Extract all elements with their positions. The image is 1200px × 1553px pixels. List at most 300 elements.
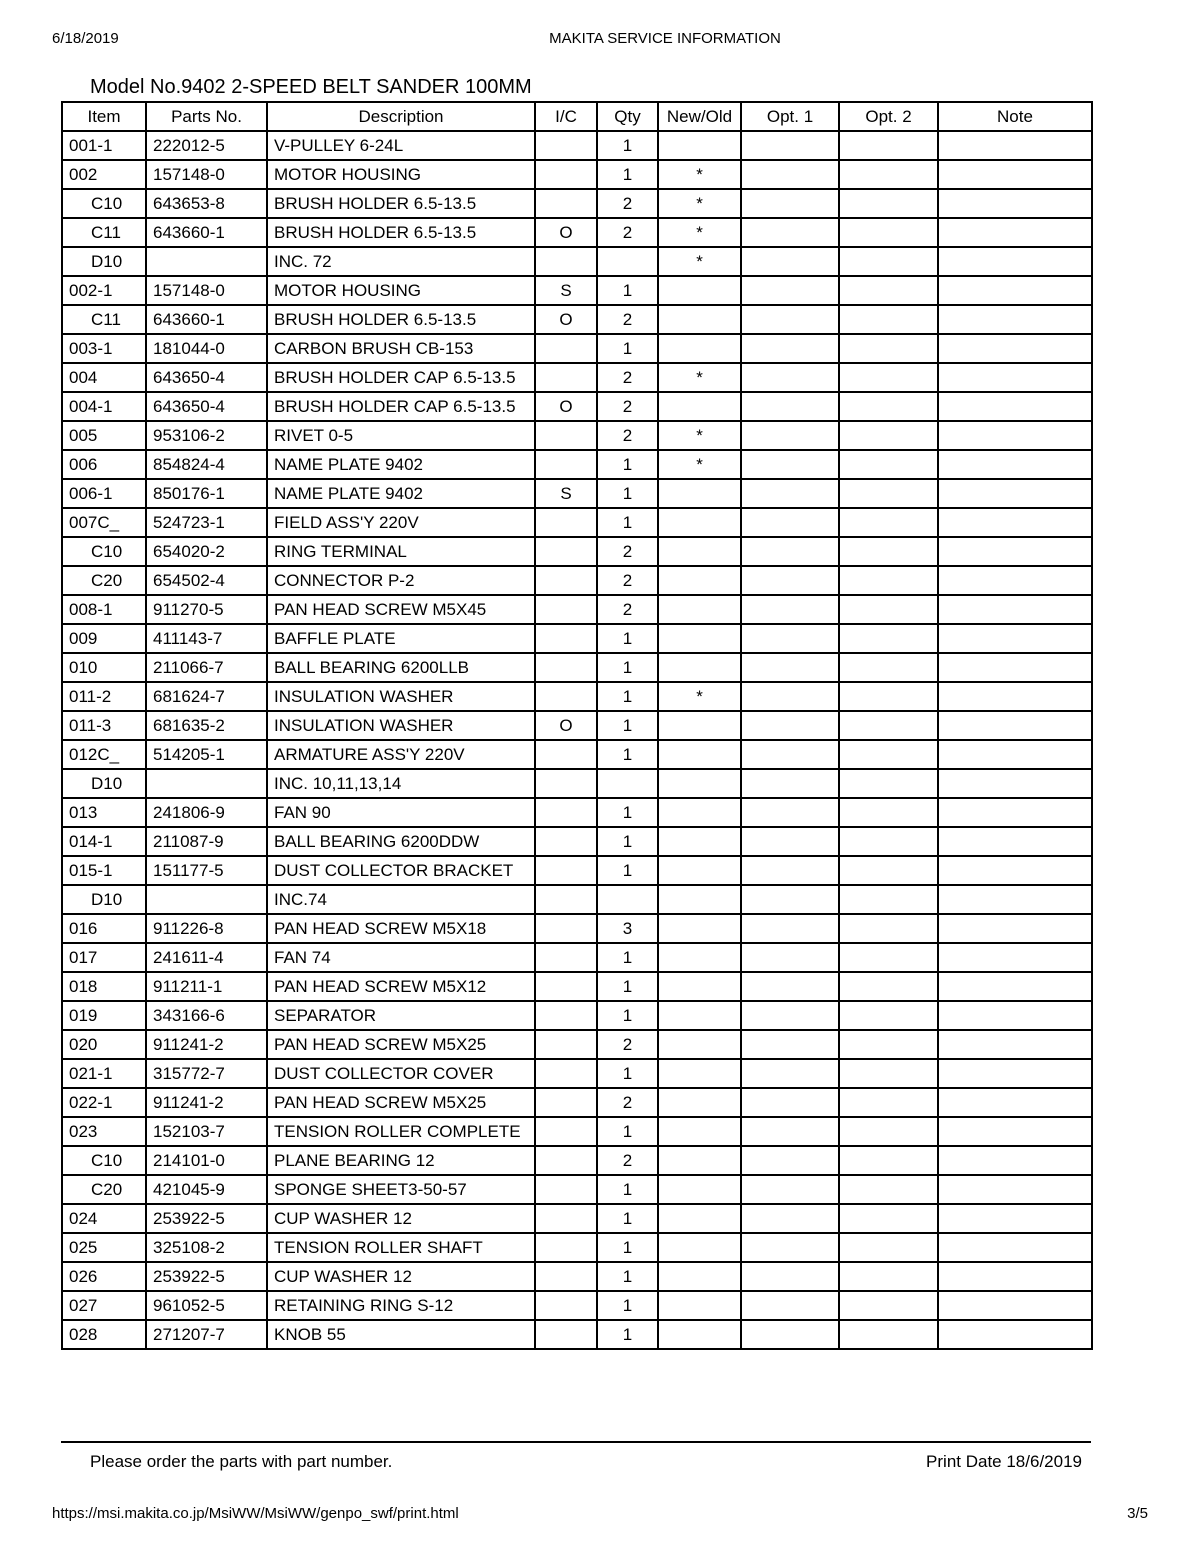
- cell-opt2: [839, 740, 938, 769]
- cell-new-old: [658, 653, 741, 682]
- cell-description: RETAINING RING S-12: [267, 1291, 535, 1320]
- cell-opt2: [839, 1001, 938, 1030]
- cell-qty: 2: [597, 189, 658, 218]
- cell-item: 006-1: [62, 479, 146, 508]
- cell-description: FAN 90: [267, 798, 535, 827]
- column-header-opt2: Opt. 2: [839, 102, 938, 131]
- table-row: [62, 392, 1092, 421]
- cell-item: 027: [62, 1291, 146, 1320]
- cell-note: [938, 131, 1092, 160]
- table-row: [62, 1175, 1092, 1204]
- cell-new-old: [658, 972, 741, 1001]
- cell-note: [938, 856, 1092, 885]
- table-row: [62, 1030, 1092, 1059]
- cell-item: C20: [62, 566, 146, 595]
- cell-opt2: [839, 1146, 938, 1175]
- table-row: [62, 769, 1092, 798]
- cell-opt1: [741, 1117, 839, 1146]
- cell-new-old: [658, 479, 741, 508]
- cell-new-old: [658, 1320, 741, 1349]
- cell-item: D10: [62, 247, 146, 276]
- cell-description: BRUSH HOLDER 6.5-13.5: [267, 218, 535, 247]
- cell-qty: 1: [597, 624, 658, 653]
- page-url: https://msi.makita.co.jp/MsiWW/MsiWW/genpo_swf/print.html: [52, 1505, 459, 1522]
- cell-description: TENSION ROLLER SHAFT: [267, 1233, 535, 1262]
- cell-opt2: [839, 711, 938, 740]
- cell-description: PAN HEAD SCREW M5X18: [267, 914, 535, 943]
- cell-opt1: [741, 392, 839, 421]
- table-row: [62, 508, 1092, 537]
- column-header-ic: I/C: [535, 102, 597, 131]
- cell-description: PLANE BEARING 12: [267, 1146, 535, 1175]
- cell-description: ARMATURE ASS'Y 220V: [267, 740, 535, 769]
- table-row: [62, 885, 1092, 914]
- cell-opt1: [741, 1001, 839, 1030]
- cell-opt1: [741, 711, 839, 740]
- cell-qty: [597, 885, 658, 914]
- cell-opt1: [741, 276, 839, 305]
- cell-qty: 1: [597, 479, 658, 508]
- table-row: [62, 624, 1092, 653]
- cell-item: 026: [62, 1262, 146, 1291]
- table-row: [62, 1291, 1092, 1320]
- cell-qty: 1: [597, 1320, 658, 1349]
- cell-item: 019: [62, 1001, 146, 1030]
- cell-description: PAN HEAD SCREW M5X45: [267, 595, 535, 624]
- cell-opt2: [839, 943, 938, 972]
- model-title: Model No.9402 2-SPEED BELT SANDER 100MM: [90, 76, 532, 98]
- cell-part-number: 222012-5: [146, 131, 267, 160]
- cell-new-old: *: [658, 450, 741, 479]
- cell-ic: [535, 334, 597, 363]
- cell-description: KNOB 55: [267, 1320, 535, 1349]
- cell-ic: [535, 1030, 597, 1059]
- cell-qty: 1: [597, 450, 658, 479]
- cell-qty: 1: [597, 1117, 658, 1146]
- cell-opt1: [741, 479, 839, 508]
- cell-new-old: *: [658, 682, 741, 711]
- cell-opt1: [741, 798, 839, 827]
- cell-description: BALL BEARING 6200DDW: [267, 827, 535, 856]
- print-date-header: 6/18/2019: [52, 30, 119, 47]
- cell-item: 011-2: [62, 682, 146, 711]
- cell-opt1: [741, 653, 839, 682]
- cell-opt2: [839, 1117, 938, 1146]
- cell-opt2: [839, 914, 938, 943]
- cell-note: [938, 1117, 1092, 1146]
- cell-opt1: [741, 1146, 839, 1175]
- cell-item: 018: [62, 972, 146, 1001]
- cell-ic: O: [535, 392, 597, 421]
- cell-new-old: [658, 740, 741, 769]
- cell-part-number: 151177-5: [146, 856, 267, 885]
- cell-qty: [597, 247, 658, 276]
- footer-divider: [61, 1441, 1091, 1443]
- cell-qty: 1: [597, 1204, 658, 1233]
- cell-ic: [535, 682, 597, 711]
- cell-qty: 1: [597, 1001, 658, 1030]
- cell-part-number: 253922-5: [146, 1262, 267, 1291]
- cell-part-number: 514205-1: [146, 740, 267, 769]
- cell-new-old: [658, 566, 741, 595]
- cell-note: [938, 160, 1092, 189]
- cell-part-number: 911241-2: [146, 1030, 267, 1059]
- cell-item: C20: [62, 1175, 146, 1204]
- cell-opt1: [741, 566, 839, 595]
- cell-ic: [535, 160, 597, 189]
- table-row: [62, 1088, 1092, 1117]
- cell-new-old: [658, 537, 741, 566]
- cell-item: 012C_: [62, 740, 146, 769]
- cell-note: [938, 1001, 1092, 1030]
- cell-opt1: [741, 363, 839, 392]
- cell-opt1: [741, 450, 839, 479]
- cell-qty: 1: [597, 1233, 658, 1262]
- cell-note: [938, 334, 1092, 363]
- cell-opt1: [741, 1262, 839, 1291]
- cell-opt1: [741, 131, 839, 160]
- cell-part-number: 271207-7: [146, 1320, 267, 1349]
- cell-opt1: [741, 682, 839, 711]
- cell-ic: S: [535, 276, 597, 305]
- cell-part-number: 654020-2: [146, 537, 267, 566]
- table-row: [62, 972, 1092, 1001]
- cell-part-number: 211066-7: [146, 653, 267, 682]
- cell-qty: 1: [597, 943, 658, 972]
- cell-description: BRUSH HOLDER CAP 6.5-13.5: [267, 392, 535, 421]
- cell-ic: [535, 914, 597, 943]
- cell-opt1: [741, 740, 839, 769]
- cell-description: FIELD ASS'Y 220V: [267, 508, 535, 537]
- table-row: [62, 914, 1092, 943]
- cell-note: [938, 885, 1092, 914]
- cell-qty: 1: [597, 334, 658, 363]
- cell-qty: 2: [597, 392, 658, 421]
- cell-item: 020: [62, 1030, 146, 1059]
- cell-part-number: 315772-7: [146, 1059, 267, 1088]
- cell-note: [938, 711, 1092, 740]
- cell-qty: 1: [597, 856, 658, 885]
- cell-ic: [535, 537, 597, 566]
- cell-ic: [535, 827, 597, 856]
- cell-opt2: [839, 363, 938, 392]
- cell-opt2: [839, 479, 938, 508]
- cell-note: [938, 421, 1092, 450]
- cell-qty: 2: [597, 1146, 658, 1175]
- cell-opt2: [839, 1291, 938, 1320]
- cell-part-number: 643660-1: [146, 218, 267, 247]
- cell-opt1: [741, 1175, 839, 1204]
- cell-description: TENSION ROLLER COMPLETE: [267, 1117, 535, 1146]
- cell-qty: 2: [597, 421, 658, 450]
- cell-part-number: 953106-2: [146, 421, 267, 450]
- cell-part-number: 961052-5: [146, 1291, 267, 1320]
- cell-note: [938, 595, 1092, 624]
- cell-part-number: 241611-4: [146, 943, 267, 972]
- cell-note: [938, 1320, 1092, 1349]
- cell-item: C11: [62, 218, 146, 247]
- cell-ic: [535, 1146, 597, 1175]
- cell-description: INSULATION WASHER: [267, 711, 535, 740]
- cell-new-old: [658, 1059, 741, 1088]
- cell-item: C10: [62, 537, 146, 566]
- cell-ic: [535, 1291, 597, 1320]
- table-row: [62, 1059, 1092, 1088]
- cell-opt2: [839, 247, 938, 276]
- cell-ic: [535, 769, 597, 798]
- cell-ic: [535, 566, 597, 595]
- table-row: [62, 160, 1092, 189]
- cell-new-old: *: [658, 218, 741, 247]
- column-header-item: Item: [62, 102, 146, 131]
- cell-qty: 1: [597, 160, 658, 189]
- cell-new-old: [658, 1233, 741, 1262]
- cell-part-number: 181044-0: [146, 334, 267, 363]
- table-row: [62, 827, 1092, 856]
- cell-description: PAN HEAD SCREW M5X12: [267, 972, 535, 1001]
- table-row: [62, 421, 1092, 450]
- cell-description: BRUSH HOLDER CAP 6.5-13.5: [267, 363, 535, 392]
- cell-new-old: [658, 943, 741, 972]
- cell-new-old: [658, 131, 741, 160]
- parts-table-body: [62, 131, 1092, 1349]
- cell-note: [938, 624, 1092, 653]
- table-row: [62, 595, 1092, 624]
- cell-opt2: [839, 218, 938, 247]
- cell-new-old: [658, 885, 741, 914]
- cell-item: 002: [62, 160, 146, 189]
- cell-description: BRUSH HOLDER 6.5-13.5: [267, 305, 535, 334]
- cell-qty: 1: [597, 682, 658, 711]
- cell-part-number: 911226-8: [146, 914, 267, 943]
- cell-part-number: [146, 769, 267, 798]
- cell-qty: 2: [597, 218, 658, 247]
- cell-qty: 2: [597, 305, 658, 334]
- cell-part-number: 214101-0: [146, 1146, 267, 1175]
- cell-part-number: 211087-9: [146, 827, 267, 856]
- cell-ic: [535, 1175, 597, 1204]
- cell-qty: 1: [597, 1059, 658, 1088]
- cell-part-number: 411143-7: [146, 624, 267, 653]
- cell-item: 013: [62, 798, 146, 827]
- cell-qty: 2: [597, 1088, 658, 1117]
- cell-qty: 1: [597, 653, 658, 682]
- cell-description: PAN HEAD SCREW M5X25: [267, 1088, 535, 1117]
- cell-item: 003-1: [62, 334, 146, 363]
- cell-part-number: 911270-5: [146, 595, 267, 624]
- cell-item: 006: [62, 450, 146, 479]
- order-note: Please order the parts with part number.: [90, 1452, 393, 1471]
- cell-new-old: [658, 1030, 741, 1059]
- cell-ic: [535, 1117, 597, 1146]
- cell-opt2: [839, 682, 938, 711]
- cell-opt1: [741, 189, 839, 218]
- cell-qty: 2: [597, 1030, 658, 1059]
- cell-opt1: [741, 914, 839, 943]
- cell-qty: 1: [597, 972, 658, 1001]
- cell-part-number: 421045-9: [146, 1175, 267, 1204]
- cell-part-number: 643653-8: [146, 189, 267, 218]
- table-row: [62, 363, 1092, 392]
- cell-part-number: 343166-6: [146, 1001, 267, 1030]
- table-row: [62, 943, 1092, 972]
- cell-item: 004: [62, 363, 146, 392]
- table-row: [62, 334, 1092, 363]
- cell-note: [938, 1204, 1092, 1233]
- cell-qty: 2: [597, 566, 658, 595]
- cell-ic: [535, 653, 597, 682]
- cell-description: FAN 74: [267, 943, 535, 972]
- cell-item: 028: [62, 1320, 146, 1349]
- table-row: [62, 479, 1092, 508]
- cell-item: 022-1: [62, 1088, 146, 1117]
- cell-part-number: 157148-0: [146, 276, 267, 305]
- cell-opt1: [741, 1204, 839, 1233]
- table-row: [62, 537, 1092, 566]
- cell-description: MOTOR HOUSING: [267, 276, 535, 305]
- table-row: [62, 1146, 1092, 1175]
- cell-note: [938, 479, 1092, 508]
- table-row: [62, 798, 1092, 827]
- cell-opt1: [741, 1088, 839, 1117]
- table-row: [62, 856, 1092, 885]
- table-row: [62, 740, 1092, 769]
- cell-opt2: [839, 1088, 938, 1117]
- cell-item: 023: [62, 1117, 146, 1146]
- cell-ic: [535, 1262, 597, 1291]
- cell-ic: [535, 885, 597, 914]
- cell-item: 021-1: [62, 1059, 146, 1088]
- cell-new-old: [658, 1117, 741, 1146]
- cell-new-old: [658, 624, 741, 653]
- table-row: [62, 1320, 1092, 1349]
- cell-part-number: [146, 885, 267, 914]
- cell-opt1: [741, 1030, 839, 1059]
- table-row: [62, 653, 1092, 682]
- table-row: [62, 247, 1092, 276]
- cell-note: [938, 682, 1092, 711]
- cell-qty: 3: [597, 914, 658, 943]
- cell-new-old: *: [658, 247, 741, 276]
- cell-new-old: [658, 769, 741, 798]
- cell-note: [938, 1088, 1092, 1117]
- cell-item: 009: [62, 624, 146, 653]
- cell-opt1: [741, 885, 839, 914]
- cell-qty: 1: [597, 711, 658, 740]
- cell-part-number: 681624-7: [146, 682, 267, 711]
- cell-qty: 1: [597, 1291, 658, 1320]
- cell-note: [938, 1291, 1092, 1320]
- table-row: [62, 218, 1092, 247]
- cell-part-number: 157148-0: [146, 160, 267, 189]
- cell-ic: [535, 624, 597, 653]
- cell-ic: [535, 421, 597, 450]
- column-header-opt1: Opt. 1: [741, 102, 839, 131]
- cell-description: BAFFLE PLATE: [267, 624, 535, 653]
- cell-opt1: [741, 247, 839, 276]
- cell-note: [938, 276, 1092, 305]
- cell-description: INC.74: [267, 885, 535, 914]
- table-row: [62, 305, 1092, 334]
- cell-ic: [535, 363, 597, 392]
- cell-opt2: [839, 856, 938, 885]
- cell-description: SPONGE SHEET3-50-57: [267, 1175, 535, 1204]
- cell-description: INC. 10,11,13,14: [267, 769, 535, 798]
- cell-new-old: [658, 392, 741, 421]
- cell-new-old: [658, 856, 741, 885]
- cell-ic: [535, 1088, 597, 1117]
- cell-opt2: [839, 537, 938, 566]
- cell-note: [938, 1233, 1092, 1262]
- cell-qty: 1: [597, 131, 658, 160]
- cell-part-number: 253922-5: [146, 1204, 267, 1233]
- cell-ic: [535, 856, 597, 885]
- cell-item: 014-1: [62, 827, 146, 856]
- cell-part-number: 643650-4: [146, 392, 267, 421]
- cell-new-old: [658, 1001, 741, 1030]
- cell-description: CUP WASHER 12: [267, 1204, 535, 1233]
- cell-note: [938, 798, 1092, 827]
- parts-table: [61, 101, 1093, 1350]
- cell-item: 011-3: [62, 711, 146, 740]
- cell-description: NAME PLATE 9402: [267, 450, 535, 479]
- cell-ic: [535, 1320, 597, 1349]
- cell-opt1: [741, 421, 839, 450]
- cell-description: INSULATION WASHER: [267, 682, 535, 711]
- table-row: [62, 1117, 1092, 1146]
- cell-opt2: [839, 1030, 938, 1059]
- cell-new-old: *: [658, 421, 741, 450]
- cell-ic: [535, 189, 597, 218]
- table-row: [62, 682, 1092, 711]
- cell-opt1: [741, 334, 839, 363]
- cell-part-number: [146, 247, 267, 276]
- cell-new-old: *: [658, 160, 741, 189]
- cell-new-old: *: [658, 189, 741, 218]
- cell-part-number: 911211-1: [146, 972, 267, 1001]
- cell-ic: [535, 740, 597, 769]
- cell-qty: 2: [597, 595, 658, 624]
- column-header-description: Description: [267, 102, 535, 131]
- cell-item: 004-1: [62, 392, 146, 421]
- cell-ic: [535, 131, 597, 160]
- cell-part-number: 911241-2: [146, 1088, 267, 1117]
- cell-opt2: [839, 595, 938, 624]
- cell-note: [938, 363, 1092, 392]
- cell-new-old: [658, 798, 741, 827]
- column-header-note: Note: [938, 102, 1092, 131]
- cell-opt2: [839, 334, 938, 363]
- table-row: [62, 450, 1092, 479]
- cell-opt1: [741, 827, 839, 856]
- cell-note: [938, 1175, 1092, 1204]
- cell-part-number: 654502-4: [146, 566, 267, 595]
- cell-qty: 1: [597, 798, 658, 827]
- cell-opt1: [741, 508, 839, 537]
- cell-item: 007C_: [62, 508, 146, 537]
- table-row: [62, 1204, 1092, 1233]
- cell-item: 025: [62, 1233, 146, 1262]
- column-header-new-old: New/Old: [658, 102, 741, 131]
- table-row: [62, 276, 1092, 305]
- cell-part-number: 325108-2: [146, 1233, 267, 1262]
- cell-description: V-PULLEY 6-24L: [267, 131, 535, 160]
- column-header-parts-no: Parts No.: [146, 102, 267, 131]
- cell-new-old: *: [658, 363, 741, 392]
- cell-part-number: 241806-9: [146, 798, 267, 827]
- cell-item: 016: [62, 914, 146, 943]
- cell-description: RING TERMINAL: [267, 537, 535, 566]
